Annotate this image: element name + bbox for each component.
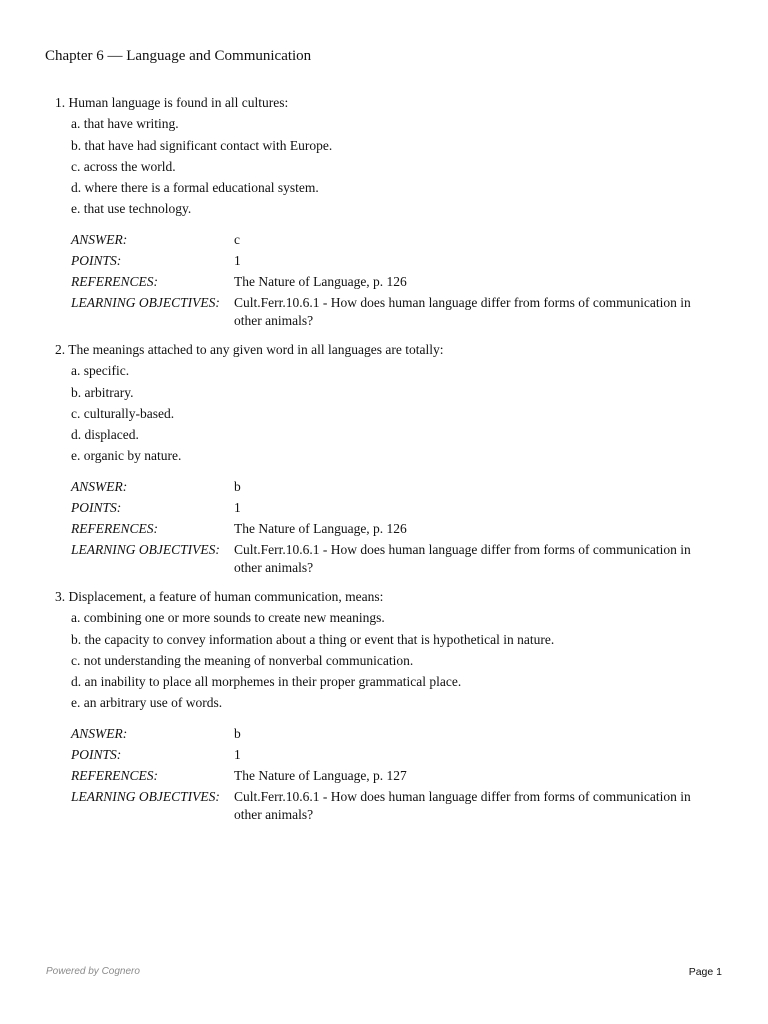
learning-objectives-row: [71, 292, 735, 330]
option-c: c. across the world.: [71, 158, 176, 174]
references-row: [71, 271, 735, 292]
answer-value: b: [234, 478, 241, 494]
learning-objectives-label: LEARNING OBJECTIVES:: [71, 788, 220, 804]
references-label: REFERENCES:: [71, 520, 158, 536]
option-a: a. specific.: [71, 363, 130, 379]
references-label: REFERENCES:: [71, 767, 158, 783]
option-b: b. the capacity to convey information about a thing or event that is hypothetical in nature.: [71, 631, 555, 647]
learning-objectives-label: LEARNING OBJECTIVES:: [71, 294, 220, 310]
learning-objectives-value: Cult.Ferr.10.6.1 - How does human language differ from forms of communication in other animals?: [234, 541, 691, 575]
points-label: POINTS:: [71, 499, 122, 515]
option-d: d. displaced.: [71, 427, 139, 443]
option-b: b. that have had significant contact with Europe.: [71, 137, 333, 153]
option-c: c. not understanding the meaning of nonverbal communication.: [71, 652, 414, 668]
points-value: 1: [234, 252, 241, 268]
answer-metadata: [55, 229, 735, 330]
points-row: [71, 250, 735, 271]
question-stem: 3. Displacement, a feature of human communication, means:: [55, 589, 384, 604]
option-e: e. that use technology.: [71, 201, 192, 217]
question-stem: 1. Human language is found in all cultures:: [55, 95, 289, 110]
question-2: [55, 339, 735, 577]
answer-metadata: [55, 723, 735, 824]
option-a: a. that have writing.: [71, 116, 179, 132]
options-list: [55, 113, 735, 219]
references-row: [71, 765, 735, 786]
question-1: [55, 92, 735, 330]
option-c: c. culturally-based.: [71, 405, 175, 421]
answer-label: ANSWER:: [71, 478, 128, 494]
option-a: a. combining one or more sounds to create new meanings.: [71, 610, 385, 626]
references-value: The Nature of Language, p. 126: [234, 520, 407, 536]
points-row: [71, 497, 735, 518]
learning-objectives-row: [71, 539, 735, 577]
powered-by-footer: Powered by Cognero: [46, 966, 140, 977]
options-list: [55, 607, 735, 713]
question-3: [55, 586, 735, 824]
references-row: [71, 518, 735, 539]
page-number: Page 1: [688, 966, 722, 978]
question-stem: 2. The meanings attached to any given word in all languages are totally:: [55, 342, 444, 357]
answer-row: [71, 229, 735, 250]
options-list: [55, 360, 735, 466]
learning-objectives-value: Cult.Ferr.10.6.1 - How does human language differ from forms of communication in other animals?: [234, 788, 691, 822]
references-value: The Nature of Language, p. 127: [234, 767, 407, 783]
learning-objectives-row: [71, 786, 735, 824]
option-e: e. an arbitrary use of words.: [71, 695, 223, 711]
page-title: Chapter 6 — Language and Communication: [45, 48, 312, 64]
learning-objectives-label: LEARNING OBJECTIVES:: [71, 541, 220, 557]
references-label: REFERENCES:: [71, 273, 158, 289]
points-label: POINTS:: [71, 746, 122, 762]
references-value: The Nature of Language, p. 126: [234, 273, 407, 289]
points-label: POINTS:: [71, 252, 122, 268]
answer-row: [71, 476, 735, 497]
points-row: [71, 744, 735, 765]
points-value: 1: [234, 746, 241, 762]
learning-objectives-value: Cult.Ferr.10.6.1 - How does human language differ from forms of communication in other animals?: [234, 294, 691, 328]
option-b: b. arbitrary.: [71, 384, 134, 400]
option-d: d. an inability to place all morphemes in their proper grammatical place.: [71, 674, 462, 690]
option-e: e. organic by nature.: [71, 448, 182, 464]
answer-value: b: [234, 725, 241, 741]
points-value: 1: [234, 499, 241, 515]
answer-metadata: [55, 476, 735, 577]
answer-label: ANSWER:: [71, 231, 128, 247]
answer-value: c: [234, 231, 240, 247]
option-d: d. where there is a formal educational system.: [71, 180, 319, 196]
answer-row: [71, 723, 735, 744]
answer-label: ANSWER:: [71, 725, 128, 741]
